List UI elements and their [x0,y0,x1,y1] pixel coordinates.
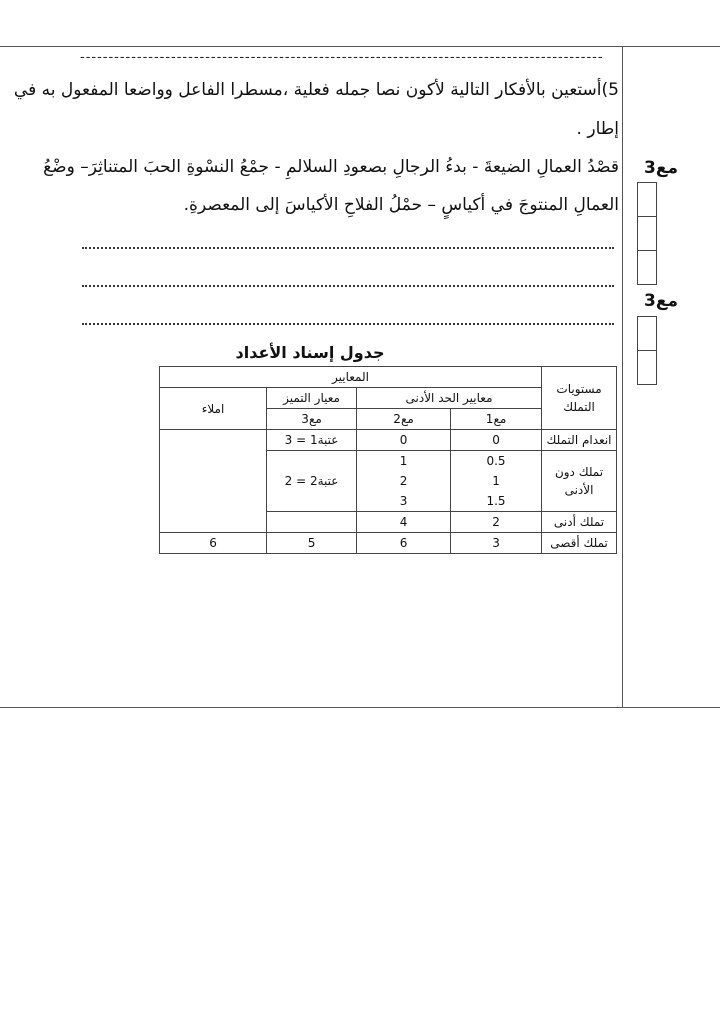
frame-margin-divider [622,46,623,707]
question-line-3: قصْدُ العمالِ الضيعةَ - بدءُ الرجالِ بصعودِ السلالمِ - جمْعُ النسْوةِ الحبَ المتناثِرَ– وضْعُ [43,157,619,177]
cell: 1 [451,471,542,491]
answer-line-1[interactable] [82,247,614,249]
cell: 0 [357,430,451,451]
c3-header: مع3 [267,409,357,430]
answer-line-3[interactable] [82,323,614,325]
level-below-min: تملك دون الأدنى [542,451,617,512]
levels-header: مستويات التملك [542,367,617,430]
cell: 5 [267,533,357,554]
level-min: تملك أدنى [542,512,617,533]
question-line-1: 5)أستعين بالأفكار التالية لأكون نصا جمله فعلية ،مسطرا الفاعل وواضعا المفعول به في [13,80,619,100]
frame-bottom-line [0,707,720,708]
answer-line-2[interactable] [82,285,614,287]
cell: 4 [357,512,451,533]
grading-table [159,366,617,554]
cell: 2 [451,512,542,533]
cell: 3 [357,491,451,512]
margin-criterion-label-2: مع3 [644,291,678,311]
cell: 6 [160,533,267,554]
cell: 1 [357,451,451,472]
cell: 0.5 [451,451,542,472]
level-max: تملك أقصى [542,533,617,554]
score-box-3[interactable] [637,250,657,285]
level-none: انعدام التملك [542,430,617,451]
score-box-5[interactable] [637,350,657,385]
c2-header: مع2 [357,409,451,430]
cell: 6 [357,533,451,554]
table-title: جدول إسناد الأعداد [235,343,385,362]
question-line-2: إطار . [576,119,619,139]
dictation-header: املاء [160,388,267,430]
cell [267,512,357,533]
question-line-4: العمالِ المنتوجَ في أكياسٍ – حمْلُ الفلاحِ الأكياسَ إلى المعصرةِ. [183,195,619,215]
score-box-4[interactable] [637,316,657,351]
cell: 1.5 [451,491,542,512]
cell [160,430,267,533]
min-criteria-header: معايير الحد الأدنى [357,388,542,409]
separator-dash-line: -------------------------------------------------------------------------------------------- [80,51,604,65]
cell: 3 [451,533,542,554]
frame-top-line [0,46,720,47]
cell: 0 [451,430,542,451]
excellence-header: معيار التميز [267,388,357,409]
criteria-header: المعايير [160,367,542,388]
cell: عتبة2 = 2 [267,451,357,512]
cell: 2 [357,471,451,491]
score-box-2[interactable] [637,216,657,251]
c1-header: مع1 [451,409,542,430]
score-box-1[interactable] [637,182,657,217]
margin-criterion-label-1: مع3 [644,158,678,178]
cell: عتبة1 = 3 [267,430,357,451]
